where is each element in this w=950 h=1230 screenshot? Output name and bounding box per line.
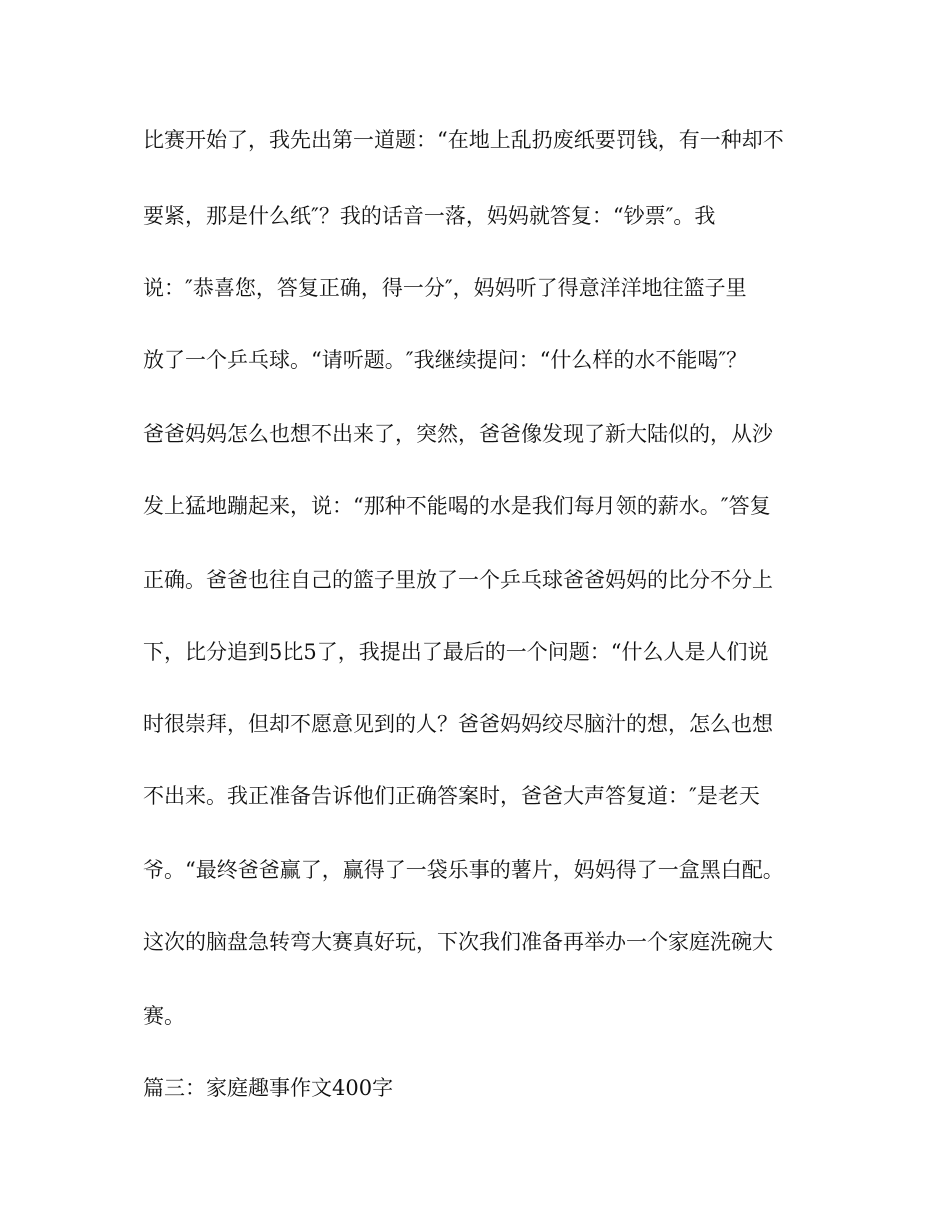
paragraph-line: 不出来。我正准备告诉他们正确答案时，爸爸大声答复道：″是老天	[143, 784, 760, 808]
paragraph-line: 要紧，那是什么纸″？我的话音一落，妈妈就答复：“钞票″。我	[143, 204, 716, 228]
paragraph-line: 放了一个乒乓球。“请听题。″我继续提问：“什么样的水不能喝″？	[143, 348, 748, 372]
paragraph-line: 正确。爸爸也往自己的篮子里放了一个乒乓球爸爸妈妈的比分不分上	[143, 568, 773, 592]
paragraph-line: 这次的脑盘急转弯大赛真好玩，下次我们准备再举办一个家庭洗碗大	[143, 930, 773, 954]
paragraph-line: 发上猛地蹦起来，说：“那种不能喝的水是我们每月领的薪水。″答复	[143, 494, 771, 518]
paragraph-line: 说：″恭喜您，答复正确，得一分″，妈妈听了得意洋洋地往篮子里	[143, 276, 747, 300]
paragraph-line: 爷。“最终爸爸赢了，赢得了一袋乐事的薯片，妈妈得了一盒黑白配。	[143, 858, 784, 882]
paragraph-line: 赛。	[143, 1004, 185, 1028]
section-heading: 篇三：家庭趣事作文400字	[143, 1076, 394, 1100]
paragraph-line: 下，比分追到5比5了，我提出了最后的一个问题：“什么人是人们说	[143, 640, 769, 664]
paragraph-line: 爸爸妈妈怎么也想不出来了，突然，爸爸像发现了新大陆似的，从沙	[143, 422, 773, 446]
paragraph-line: 时很崇拜，但却不愿意见到的人？爸爸妈妈绞尽脑汁的想，怎么也想	[143, 712, 773, 736]
paragraph-line: 比赛开始了，我先出第一道题：“在地上乱扔废纸要罚钱，有一种却不	[143, 128, 784, 152]
